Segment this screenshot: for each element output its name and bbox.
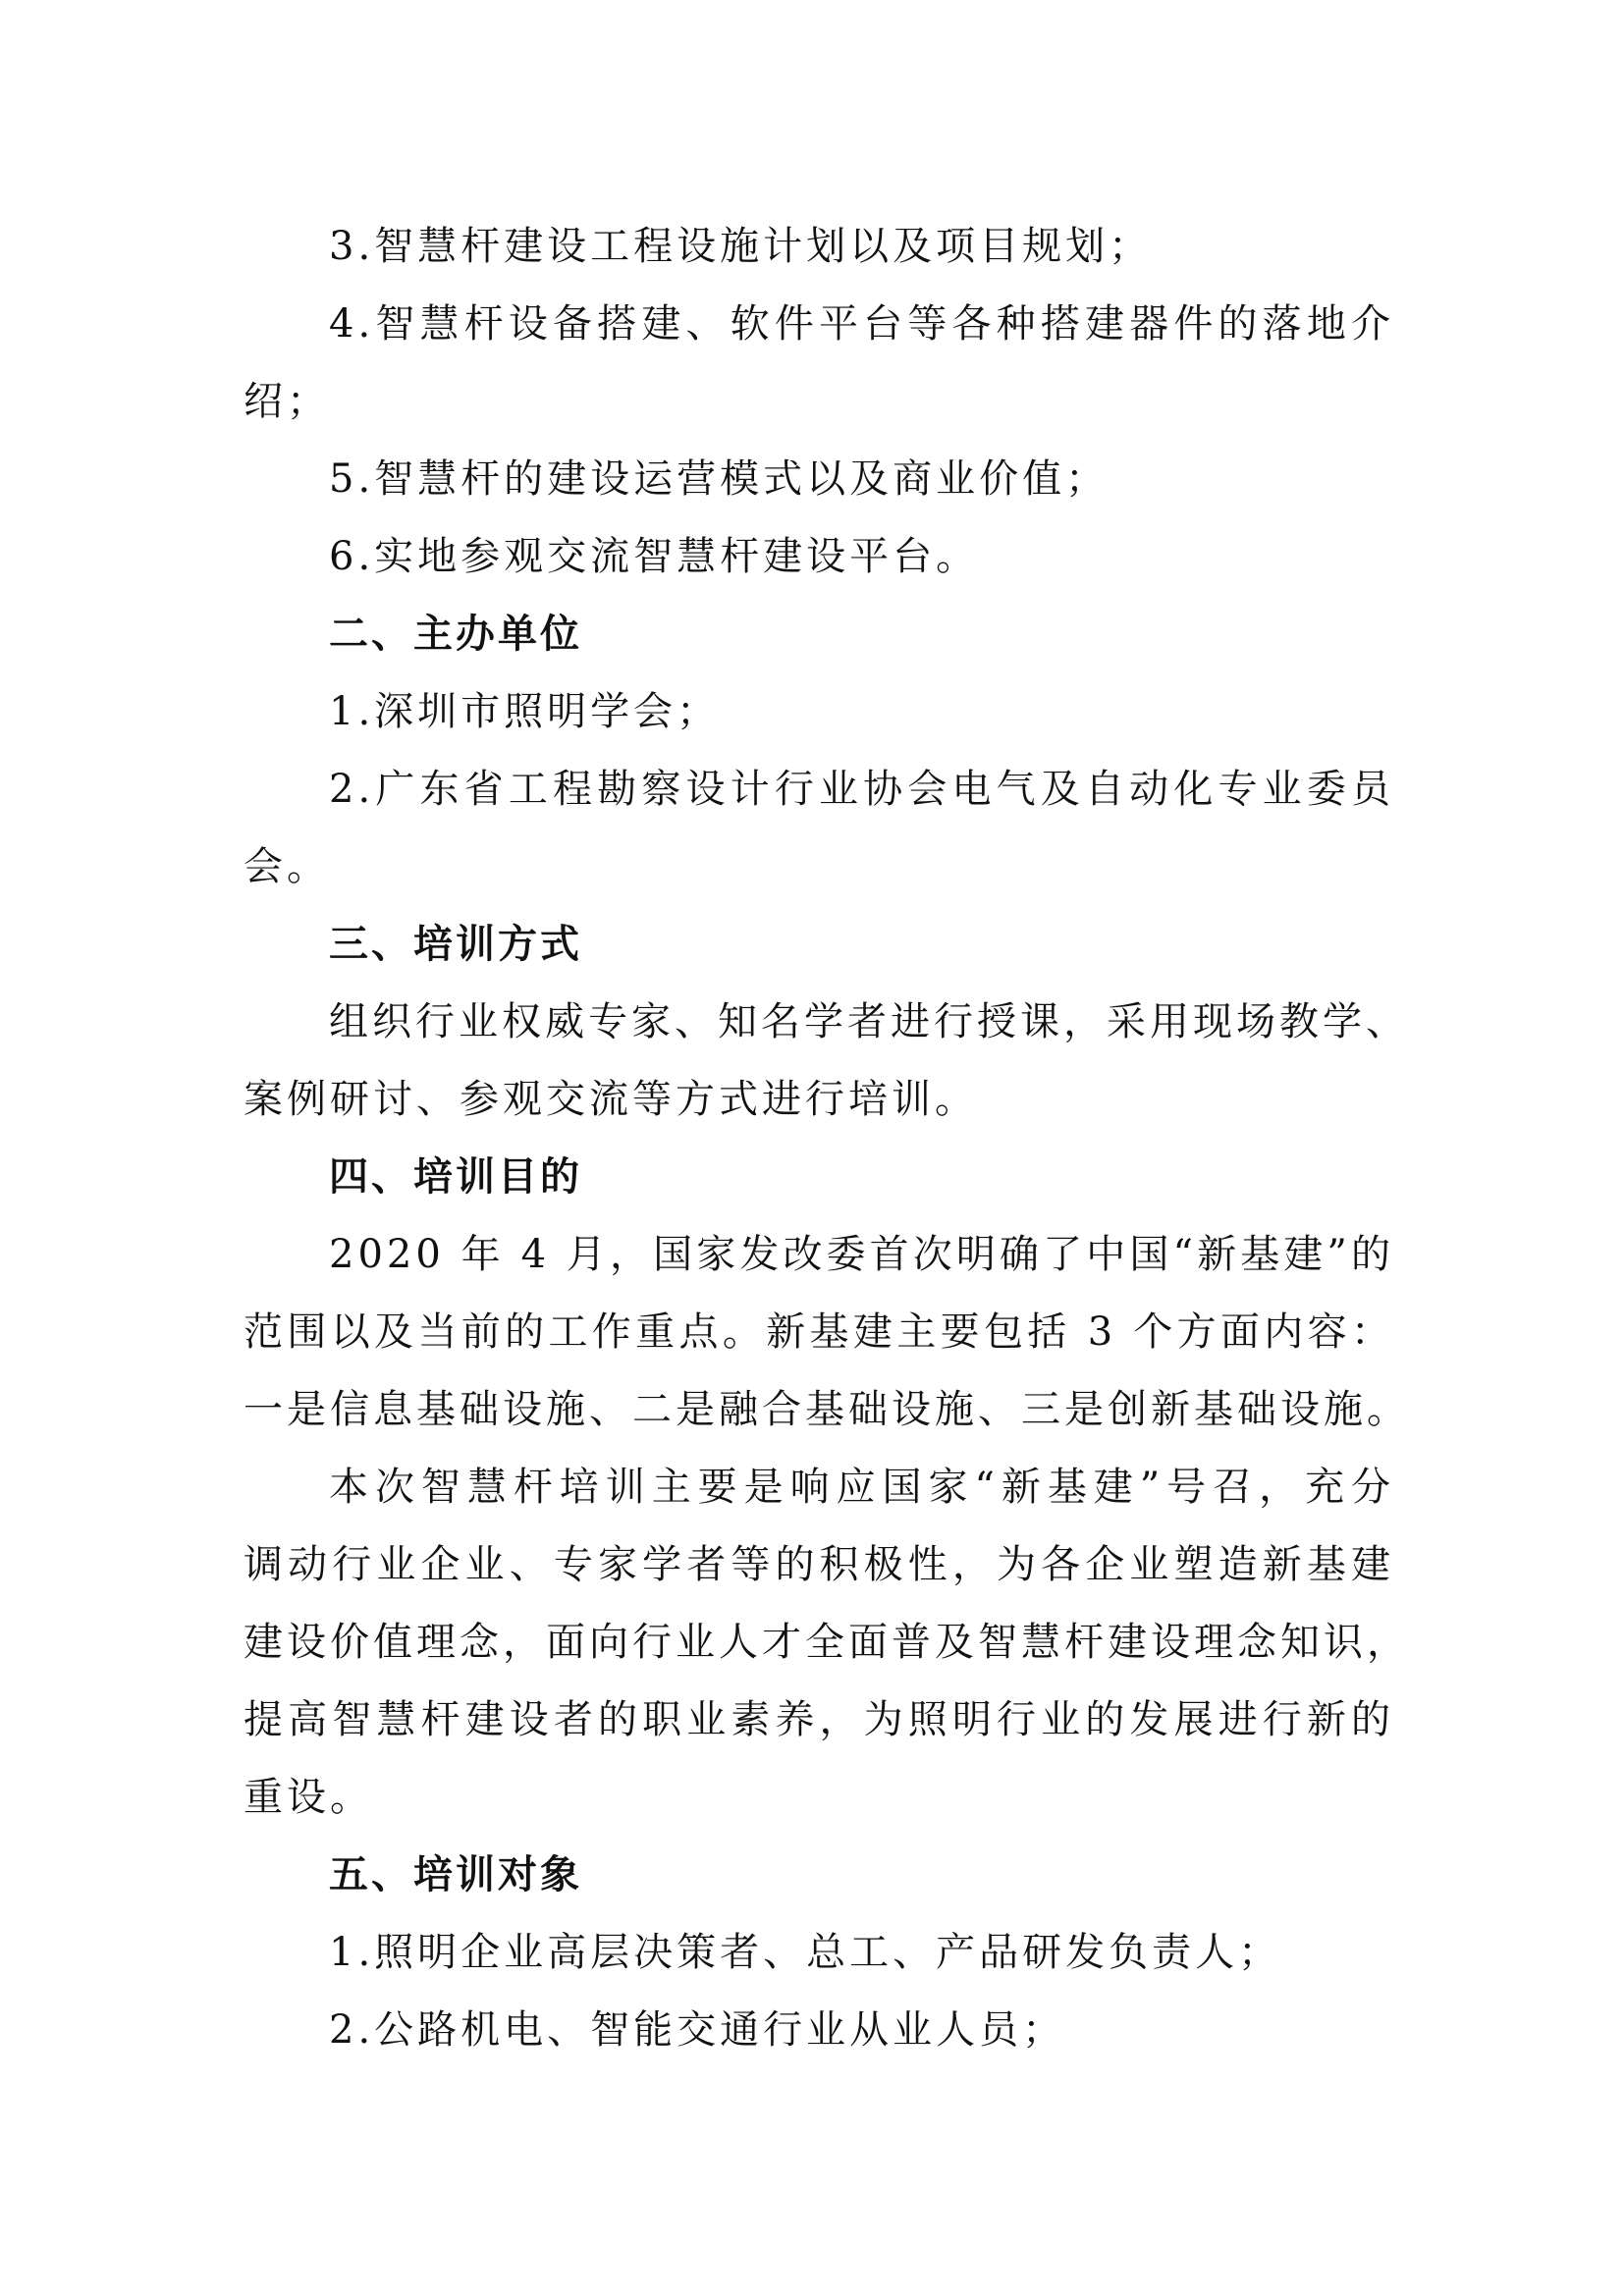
paragraph-line: 提高智慧杆建设者的职业素养，为照明行业的发展进行新的 (244, 1697, 1394, 1742)
paragraph-line: 组织行业权威专家、知名学者进行授课，采用现场教学、 (329, 999, 1409, 1044)
list-item-6: 6.实地参观交流智慧杆建设平台。 (329, 534, 980, 579)
organizer-item-2-continuation: 会。 (244, 844, 330, 889)
paragraph-line: 2020 年 4 月，国家发改委首次明确了中国“新基建”的 (329, 1232, 1394, 1277)
section-heading-training-purpose: 四、培训目的 (329, 1154, 582, 1200)
list-item-3: 3.智慧杆建设工程设施计划以及项目规划； (329, 224, 1153, 269)
list-item-4-continuation: 绍； (244, 379, 330, 424)
list-item-5: 5.智慧杆的建设运营模式以及商业价值； (329, 456, 1110, 502)
paragraph-line: 案例研讨、参观交流等方式进行培训。 (244, 1077, 978, 1122)
list-item-4: 4.智慧杆设备搭建、软件平台等各种搭建器件的落地介 (329, 301, 1394, 347)
section-heading-organizers: 二、主办单位 (329, 612, 582, 657)
document-body (244, 208, 1410, 2069)
section-heading-training-method: 三、培训方式 (329, 922, 582, 967)
organizer-item-2: 2.广东省工程勘察设计行业协会电气及自动化专业委员 (329, 767, 1394, 812)
paragraph-line: 一是信息基础设施、二是融合基础设施、三是创新基础设施。 (244, 1387, 1410, 1432)
paragraph-line: 调动行业企业、专家学者等的积极性，为各企业塑造新基建 (244, 1542, 1394, 1587)
audience-item-1: 1.照明企业高层决策者、总工、产品研发负责人； (329, 1930, 1282, 1975)
organizer-item-1: 1.深圳市照明学会； (329, 689, 721, 734)
audience-item-2: 2.公路机电、智能交通行业从业人员； (329, 2007, 1066, 2053)
paragraph-line: 重设。 (244, 1775, 373, 1820)
paragraph-line: 范围以及当前的工作重点。新基建主要包括 3 个方面内容： (244, 1309, 1394, 1355)
paragraph-line: 建设价值理念，面向行业人才全面普及智慧杆建设理念知识， (244, 1620, 1410, 1665)
paragraph-line: 本次智慧杆培训主要是响应国家“新基建”号召，充分 (329, 1465, 1394, 1510)
section-heading-training-audience: 五、培训对象 (329, 1852, 582, 1897)
